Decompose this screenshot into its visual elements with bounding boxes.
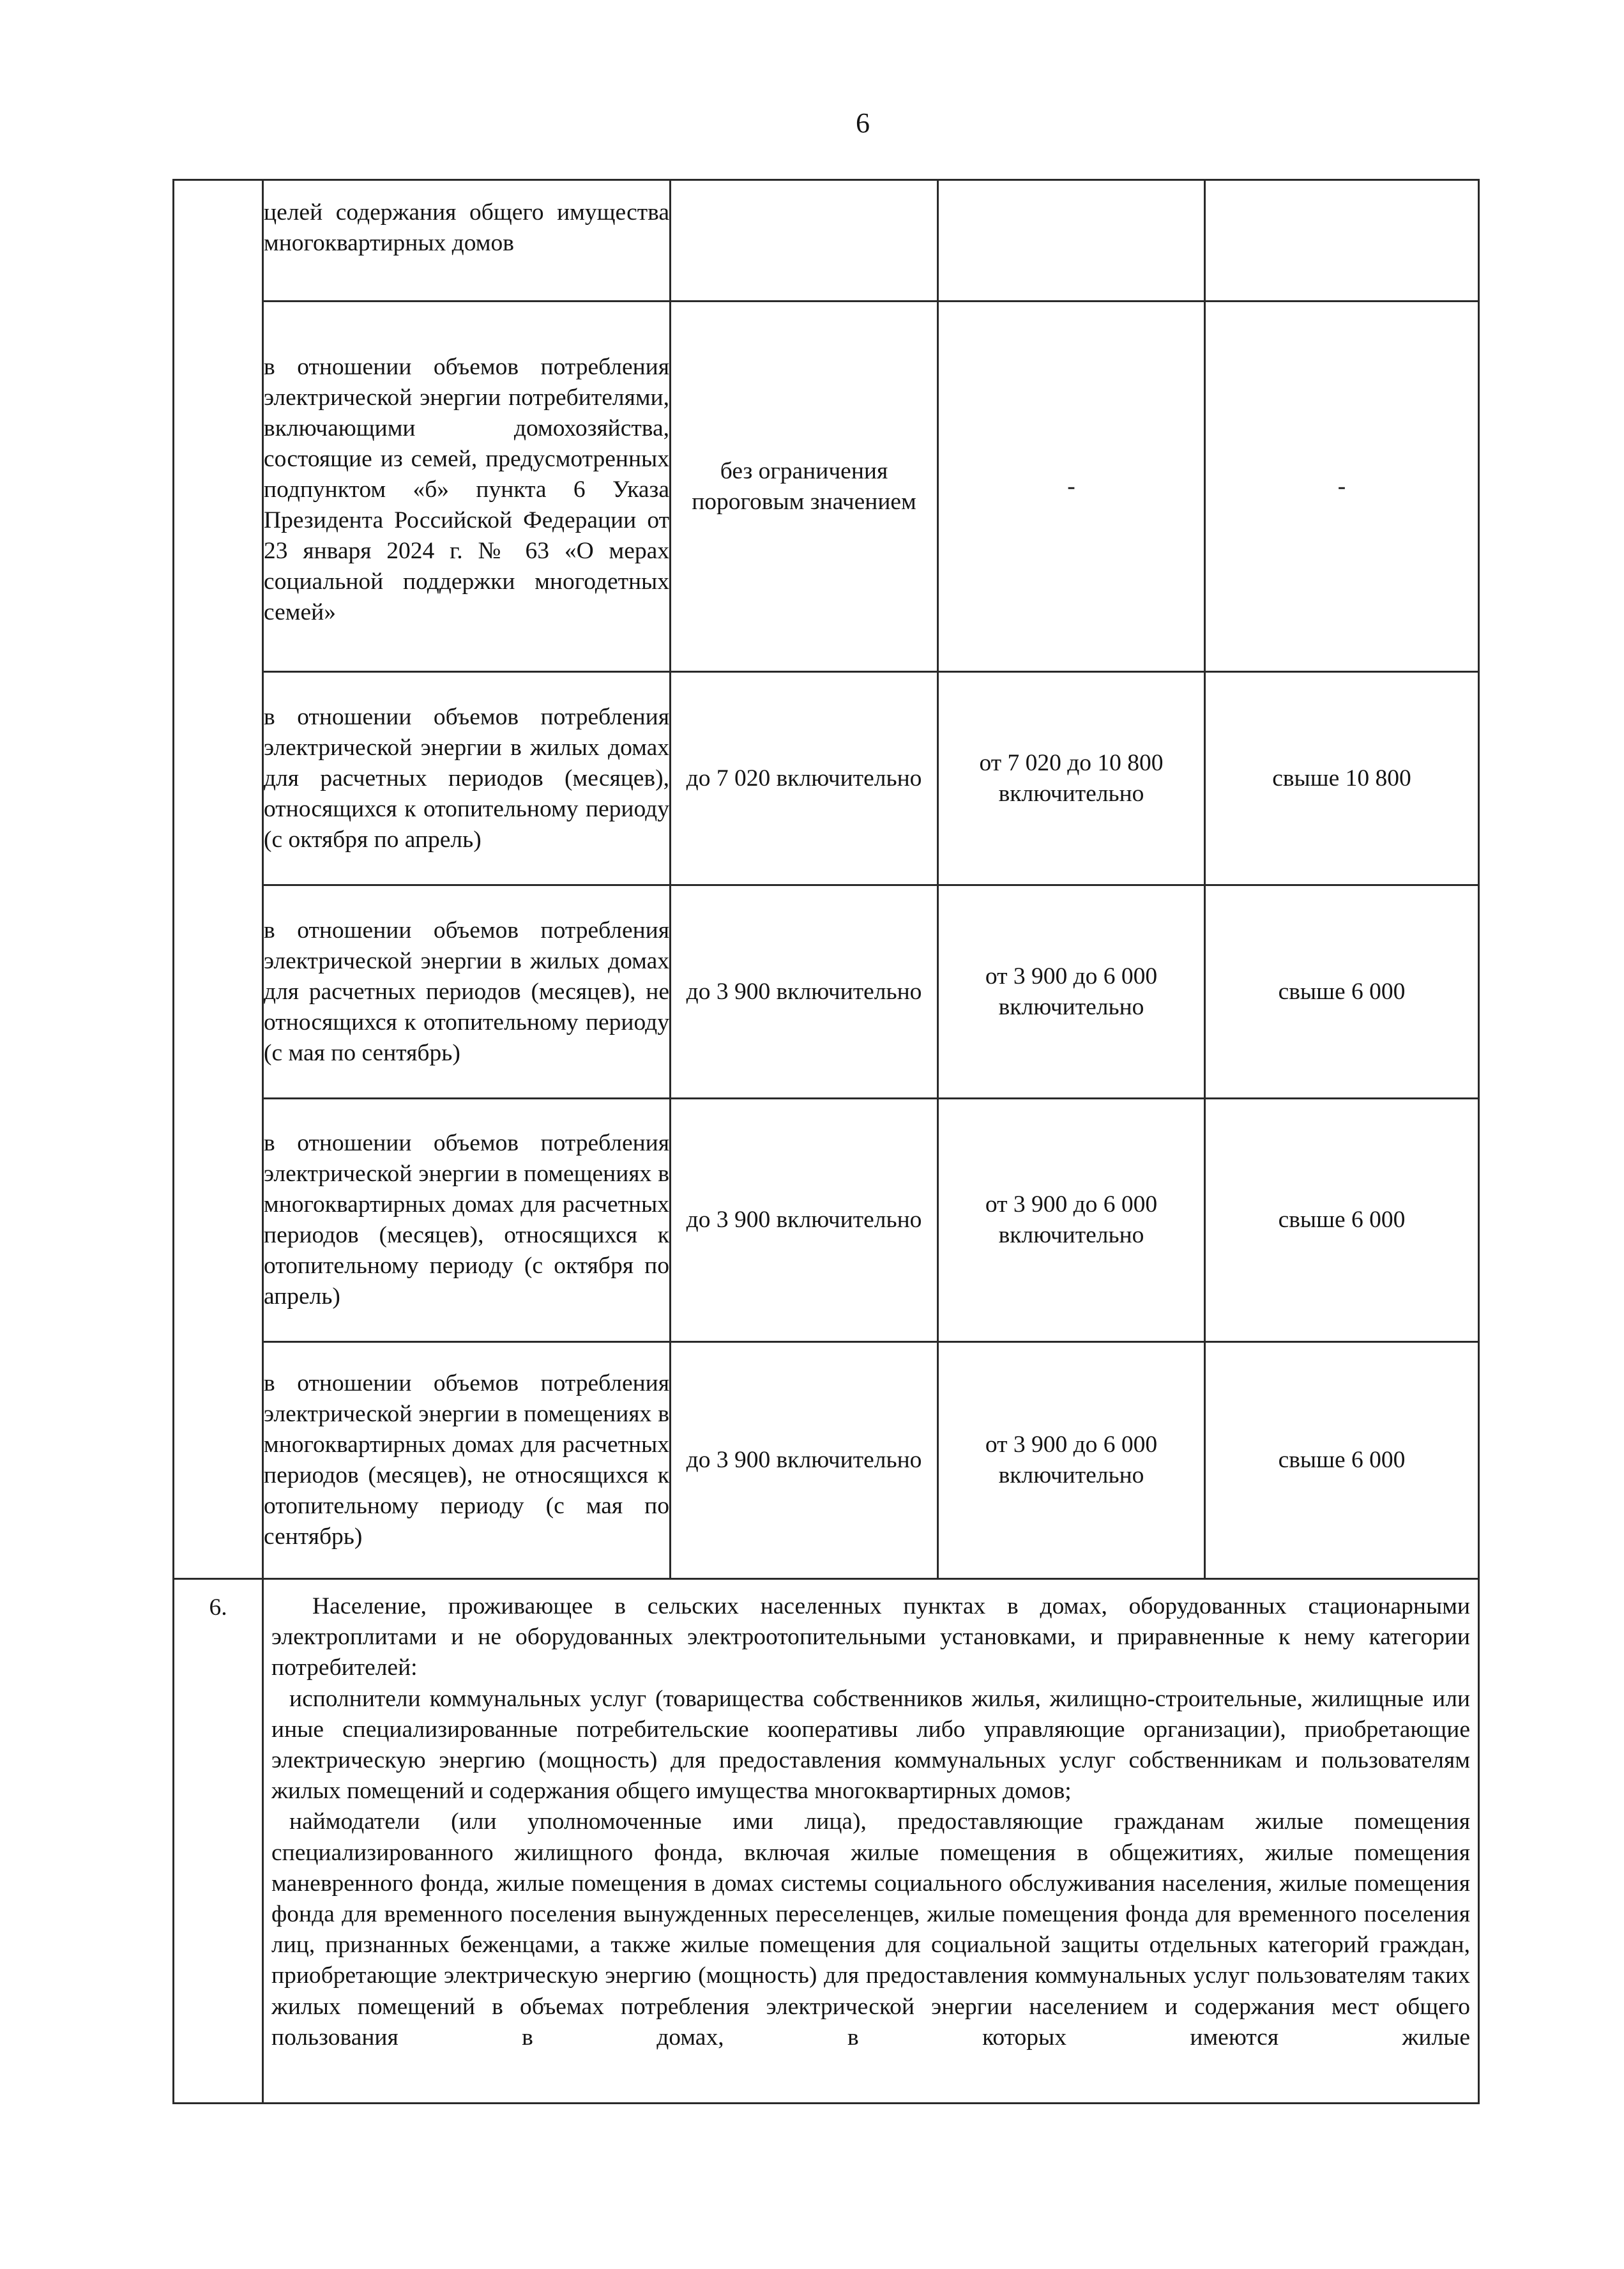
table-row xyxy=(174,180,1479,302)
table-row xyxy=(174,672,1479,885)
value-cell-2: - xyxy=(938,302,1205,672)
section-number: 6. xyxy=(174,1579,263,2104)
value-cell-1: до 3 900 включительно xyxy=(671,1099,938,1342)
table-row xyxy=(174,1099,1479,1342)
section-6-text xyxy=(263,1579,1479,2104)
section-paragraph: исполнители коммунальных услуг (товарищества собственников жилья, жилищно-строительные, жилищные или иные специализированные потребительские кооперативы либо управляющие организации), приобретающие электрическую энергию (мощность) для предоставления коммунальных услуг собственникам и пользователям жилых помещений и содержания общего имущества многоквартирных домов; xyxy=(271,1685,1470,1805)
section-paragraph: наймодатели (или уполномоченные ими лица), предоставляющие гражданам жилые помещения специализированного жилищного фонда, включая жилые помещения в общежитиях, жилые помещения маневренного фонда, жилые помещения в домах системы социального обслуживания населения, жилые помещения фонда для временного поселения вынужденных переселенцев, жилые помещения фонда для временного поселения лиц, признанных беженцами, а также жилые помещения для социальной защиты отдельных категорий граждан, приобретающие электрическую энергию (мощность) для предоставления коммунальных услуг пользователям таких жилых помещений в объемах потребления электрической энергии населением и содержания мест общего пользования в домах, в которых имеются жилые xyxy=(271,1808,1470,2051)
row-description: в отношении объемов потребления электрической энергии в помещениях в многоквартирных домах для расчетных периодов (месяцев), относящихся к отопительному периоду (с октября по апрель) xyxy=(263,1099,671,1342)
value-cell-2 xyxy=(938,180,1205,302)
value-cell-2: от 3 900 до 6 000 включительно xyxy=(938,885,1205,1099)
value-cell-3: свыше 6 000 xyxy=(1205,1342,1479,1579)
section-6-row xyxy=(174,1579,1479,2104)
value-cell-1: до 3 900 включительно xyxy=(671,1342,938,1579)
value-cell-3: - xyxy=(1205,302,1479,672)
section-paragraph: Население, проживающее в сельских населенных пунктах в домах, оборудованных стационарными электроплитами и не оборудованных электроотопительными установками, и приравненные к нему категории потребителей: xyxy=(271,1593,1470,1681)
value-cell-3: свыше 10 800 xyxy=(1205,672,1479,885)
value-cell-1: до 3 900 включительно xyxy=(671,885,938,1099)
page-number: 6 xyxy=(856,107,870,139)
table-row xyxy=(174,1342,1479,1579)
row-description: целей содержания общего имущества многоквартирных домов xyxy=(263,180,671,302)
row-description: в отношении объемов потребления электрической энергии потребителями, включающими домохозяйства, состоящие из семей, предусмотренных подпунктом «б» пункта 6 Указа Президента Российской Федерации от 23 января 2024 г. № 63 «О мерах социальной поддержки многодетных семей» xyxy=(263,302,671,672)
table-row xyxy=(174,302,1479,672)
value-cell-3: свыше 6 000 xyxy=(1205,885,1479,1099)
value-cell-1: до 7 020 включительно xyxy=(671,672,938,885)
table-row xyxy=(174,885,1479,1099)
value-cell-2: от 7 020 до 10 800 включительно xyxy=(938,672,1205,885)
row-description: в отношении объемов потребления электрической энергии в жилых домах для расчетных периодов (месяцев), не относящихся к отопительному периоду (с мая по сентябрь) xyxy=(263,885,671,1099)
row-number-cell xyxy=(174,180,263,1579)
value-cell-1: без ограничения пороговым значением xyxy=(671,302,938,672)
tariff-table xyxy=(172,179,1480,2104)
row-description: в отношении объемов потребления электрической энергии в помещениях в многоквартирных домах для расчетных периодов (месяцев), не относящихся к отопительному периоду (с мая по сентябрь) xyxy=(263,1342,671,1579)
row-description: в отношении объемов потребления электрической энергии в жилых домах для расчетных периодов (месяцев), относящихся к отопительному периоду (с октября по апрель) xyxy=(263,672,671,885)
value-cell-3: свыше 6 000 xyxy=(1205,1099,1479,1342)
value-cell-2: от 3 900 до 6 000 включительно xyxy=(938,1099,1205,1342)
value-cell-3 xyxy=(1205,180,1479,302)
value-cell-2: от 3 900 до 6 000 включительно xyxy=(938,1342,1205,1579)
value-cell-1 xyxy=(671,180,938,302)
